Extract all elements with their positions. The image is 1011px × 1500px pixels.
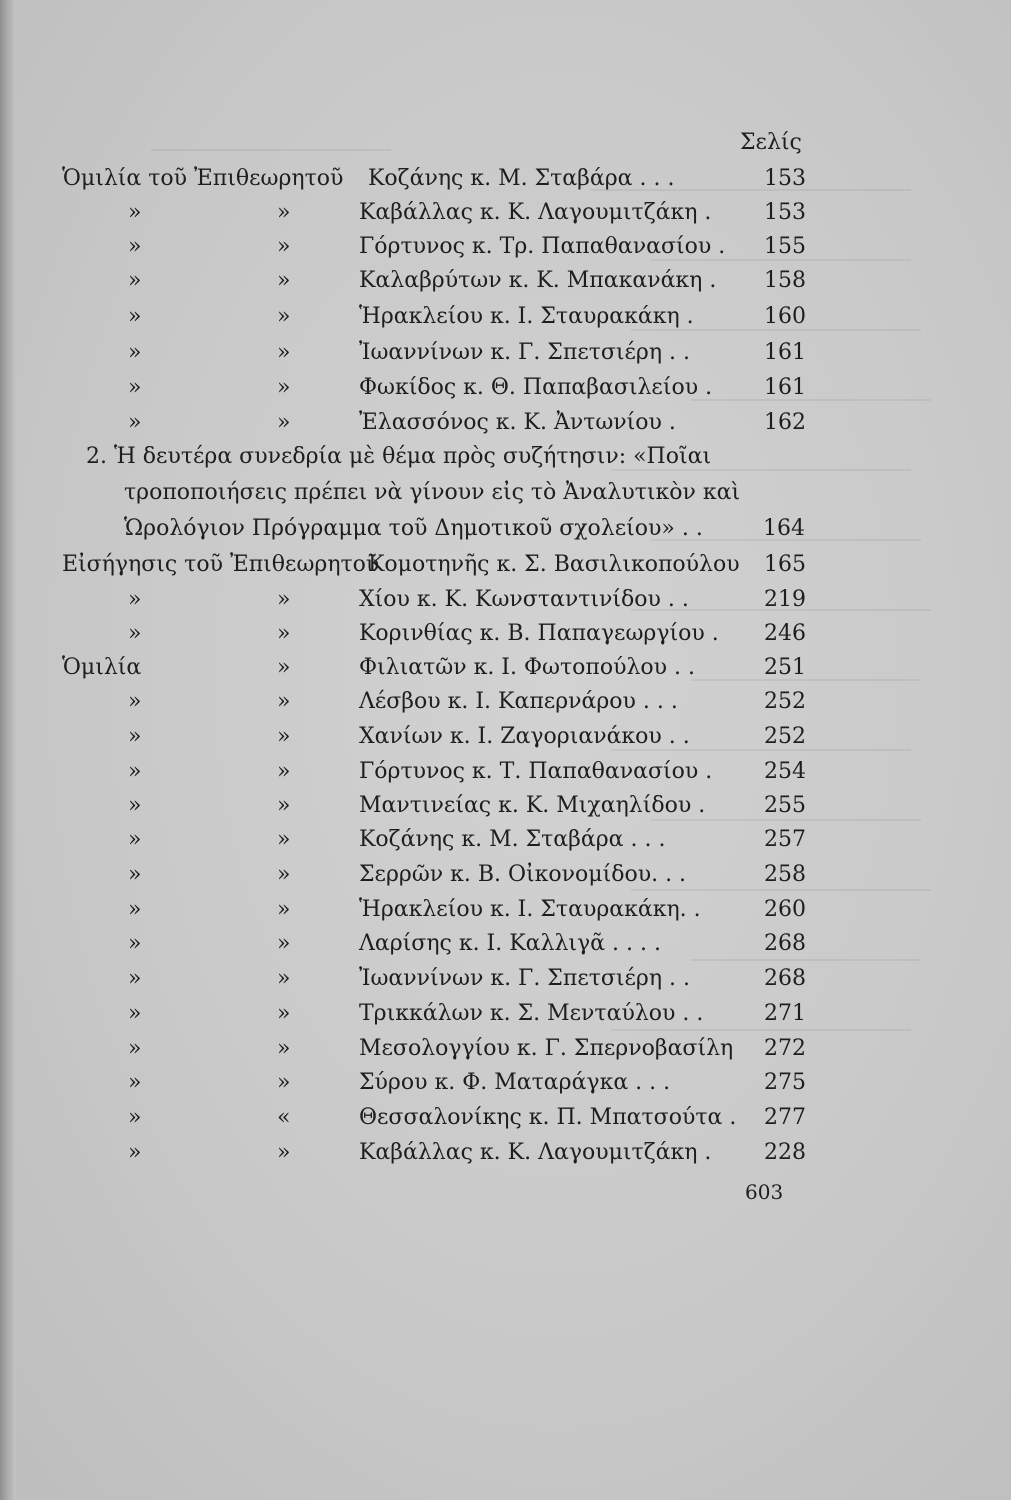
ditto-mark: »: [128, 759, 142, 784]
ditto-mark: »: [277, 862, 291, 887]
entry-page-number: 268: [764, 931, 806, 956]
ditto-mark: »: [277, 200, 291, 225]
ditto-mark: »: [128, 1070, 142, 1095]
ditto-mark: »: [128, 1105, 142, 1130]
ditto-mark: »: [128, 410, 142, 435]
entry-page-number: 162: [764, 410, 806, 435]
ditto-mark: »: [277, 897, 291, 922]
ditto-mark: »: [277, 931, 291, 956]
ditto-mark: »: [277, 793, 291, 818]
entry-page-number: 252: [764, 689, 806, 714]
entry-page-number: 257: [764, 827, 806, 852]
entry-page-number: 271: [764, 1001, 806, 1026]
entry-title: Μαντινείας κ. Κ. Μιχαηλίδου .: [359, 793, 706, 818]
entry-page-number: 153: [764, 166, 806, 191]
entry-page-number: 252: [764, 724, 806, 749]
folio-page-number: 603: [745, 1180, 784, 1204]
entry-title: Θεσσαλονίκης κ. Π. Μπατσούτα .: [359, 1105, 737, 1130]
entry-page-number: 153: [764, 200, 806, 225]
entry-title: Γόρτυνος κ. Τ. Παπαθανασίου .: [359, 759, 713, 784]
entry-page-number: 251: [764, 655, 806, 680]
ditto-mark: »: [128, 1140, 142, 1165]
entry-prefix: Ὁμιλία τοῦ Ἐπιθεωρητοῦ: [62, 166, 344, 191]
ditto-mark: »: [277, 1001, 291, 1026]
entry-page-number: 260: [764, 897, 806, 922]
entry-title: Κοζάνης κ. Μ. Σταβάρα . . .: [368, 166, 675, 191]
ditto-mark: »: [128, 793, 142, 818]
entry-title: Σερρῶν κ. Β. Οἰκονομίδου. . .: [359, 862, 687, 887]
ditto-mark: »: [277, 689, 291, 714]
entry-title: Καβάλλας κ. Κ. Λαγουμιτζάκη .: [359, 1140, 712, 1165]
toc-entry: [0, 587, 1011, 621]
entry-page-number: 160: [764, 304, 806, 329]
entry-title: Ἡρακλείου κ. Ι. Σταυρακάκη. .: [359, 897, 701, 922]
section-2-line-1: 2. Ἡ δευτέρα συνεδρία μὲ θέμα πρὸς συζήτησιν: «Ποῖαι: [86, 444, 712, 469]
toc-entry: [0, 1001, 1011, 1035]
ditto-mark: »: [277, 655, 291, 680]
ditto-mark: »: [277, 966, 291, 991]
ditto-mark: »: [128, 827, 142, 852]
section-2-page-number: 164: [763, 516, 805, 541]
toc-entry: [0, 1036, 1011, 1070]
section-2-line-3: Ὡρολόγιον Πρόγραμμα τοῦ Δημοτικοῦ σχολείου» . .: [124, 516, 703, 541]
ditto-mark: »: [277, 621, 291, 646]
ditto-mark: »: [128, 1036, 142, 1061]
toc-entry: [0, 1140, 1011, 1174]
toc-entry: [0, 200, 1011, 234]
entry-page-number: 275: [764, 1070, 806, 1095]
ditto-mark: »: [128, 724, 142, 749]
entry-title: Ἰωαννίνων κ. Γ. Σπετσιέρη . .: [359, 966, 691, 991]
ditto-mark: »: [128, 621, 142, 646]
ditto-mark: »: [277, 340, 291, 365]
entry-title: Μεσολογγίου κ. Γ. Σπερνοβασίλη: [359, 1036, 734, 1061]
toc-entry: [0, 724, 1011, 758]
ditto-mark: »: [128, 931, 142, 956]
entry-title: Λαρίσης κ. Ι. Καλλιγᾶ . . . .: [359, 931, 661, 956]
entry-page-number: 258: [764, 862, 806, 887]
entry-page-number: 255: [764, 793, 806, 818]
section-2-line-2: τροποποιήσεις πρέπει νὰ γίνουν εἰς τὸ Ἀναλυτικὸν καὶ: [124, 480, 741, 505]
entry-page-number: 158: [764, 268, 806, 293]
ditto-mark: »: [128, 340, 142, 365]
toc-entry: [0, 234, 1011, 268]
entry-page-number: 155: [764, 234, 806, 259]
toc-entry: [0, 304, 1011, 338]
toc-entry: [0, 410, 1011, 444]
entry-title: Ἡρακλείου κ. Ι. Σταυρακάκη .: [359, 304, 694, 329]
toc-entry: [0, 621, 1011, 655]
ditto-mark: »: [128, 375, 142, 400]
ditto-mark: »: [128, 1001, 142, 1026]
ditto-mark: »: [128, 862, 142, 887]
toc-entry: [0, 1070, 1011, 1104]
toc-entry: [0, 827, 1011, 861]
entry-page-number: 219: [764, 587, 806, 612]
entry-title: Χανίων κ. Ι. Ζαγοριανάκου . .: [359, 724, 690, 749]
entry-title: Καβάλλας κ. Κ. Λαγουμιτζάκη .: [359, 200, 712, 225]
ditto-mark: »: [277, 759, 291, 784]
toc-entry: [0, 166, 1011, 200]
toc-entry: [0, 966, 1011, 1000]
toc-entry: [0, 552, 1011, 586]
page-column-header: Σελίς: [740, 130, 802, 155]
entry-page-number: 228: [764, 1140, 806, 1165]
entry-page-number: 272: [764, 1036, 806, 1061]
entry-page-number: 254: [764, 759, 806, 784]
entry-title: Καλαβρύτων κ. Κ. Μπακανάκη .: [359, 268, 717, 293]
toc-entry: [0, 862, 1011, 896]
ditto-mark: »: [277, 410, 291, 435]
ditto-mark: »: [128, 268, 142, 293]
entry-page-number: 161: [764, 340, 806, 365]
entry-title: Φιλιατῶν κ. Ι. Φωτοπούλου . .: [359, 655, 695, 680]
ditto-mark: »: [277, 1070, 291, 1095]
ditto-mark: »: [128, 587, 142, 612]
entry-title: Ἰωαννίνων κ. Γ. Σπετσιέρη . .: [359, 340, 691, 365]
entry-title: Κομοτηνῆς κ. Σ. Βασιλικοπούλου: [368, 552, 740, 577]
entry-title: Κορινθίας κ. Β. Παπαγεωργίου .: [359, 621, 719, 646]
entry-title: Φωκίδος κ. Θ. Παπαβασιλείου .: [359, 375, 713, 400]
ditto-mark: »: [128, 689, 142, 714]
ditto-mark: »: [277, 268, 291, 293]
toc-entry: [0, 931, 1011, 965]
entry-title: Λέσβου κ. Ι. Καπερνάρου . . .: [359, 689, 678, 714]
entry-title: Γόρτυνος κ. Τρ. Παπαθανασίου .: [359, 234, 726, 259]
ditto-mark: »: [277, 375, 291, 400]
entry-title: Χίου κ. Κ. Κωνσταντινίδου . .: [359, 587, 689, 612]
entry-page-number: 161: [764, 375, 806, 400]
toc-entry: [0, 759, 1011, 793]
entry-page-number: 246: [764, 621, 806, 646]
ditto-mark: »: [128, 897, 142, 922]
ditto-mark: »: [128, 966, 142, 991]
toc-entry: [0, 1105, 1011, 1139]
ditto-mark: »: [128, 200, 142, 225]
entry-title: Σύρου κ. Φ. Ματαράγκα . . .: [359, 1070, 671, 1095]
entry-page-number: 268: [764, 966, 806, 991]
entry-page-number: 277: [764, 1105, 806, 1130]
toc-entry: [0, 268, 1011, 302]
toc-entry: [0, 340, 1011, 374]
toc-entry: [0, 897, 1011, 931]
ditto-mark: »: [277, 234, 291, 259]
entry-title: Τρικκάλων κ. Σ. Μενταύλου . .: [359, 1001, 704, 1026]
entry-title: Κοζάνης κ. Μ. Σταβάρα . . .: [359, 827, 666, 852]
ditto-mark: »: [277, 724, 291, 749]
entry-prefix: Εἰσήγησις τοῦ Ἐπιθεωρητοῦ: [62, 552, 380, 577]
ditto-mark: »: [277, 1140, 291, 1165]
toc-entry: [0, 793, 1011, 827]
toc-entry: [0, 655, 1011, 689]
ditto-mark: »: [128, 234, 142, 259]
entry-prefix: Ὁμιλία: [62, 655, 142, 680]
ditto-mark: »: [277, 304, 291, 329]
ditto-mark: »: [128, 304, 142, 329]
ditto-mark: »: [277, 1036, 291, 1061]
ditto-mark: »: [277, 587, 291, 612]
entry-title: Ἐλασσόνος κ. Κ. Ἀντωνίου .: [359, 410, 676, 435]
toc-entry: [0, 689, 1011, 723]
ditto-mark: »: [277, 827, 291, 852]
toc-entry: [0, 375, 1011, 409]
ditto-mark: «: [277, 1105, 291, 1130]
entry-page-number: 165: [764, 552, 806, 577]
